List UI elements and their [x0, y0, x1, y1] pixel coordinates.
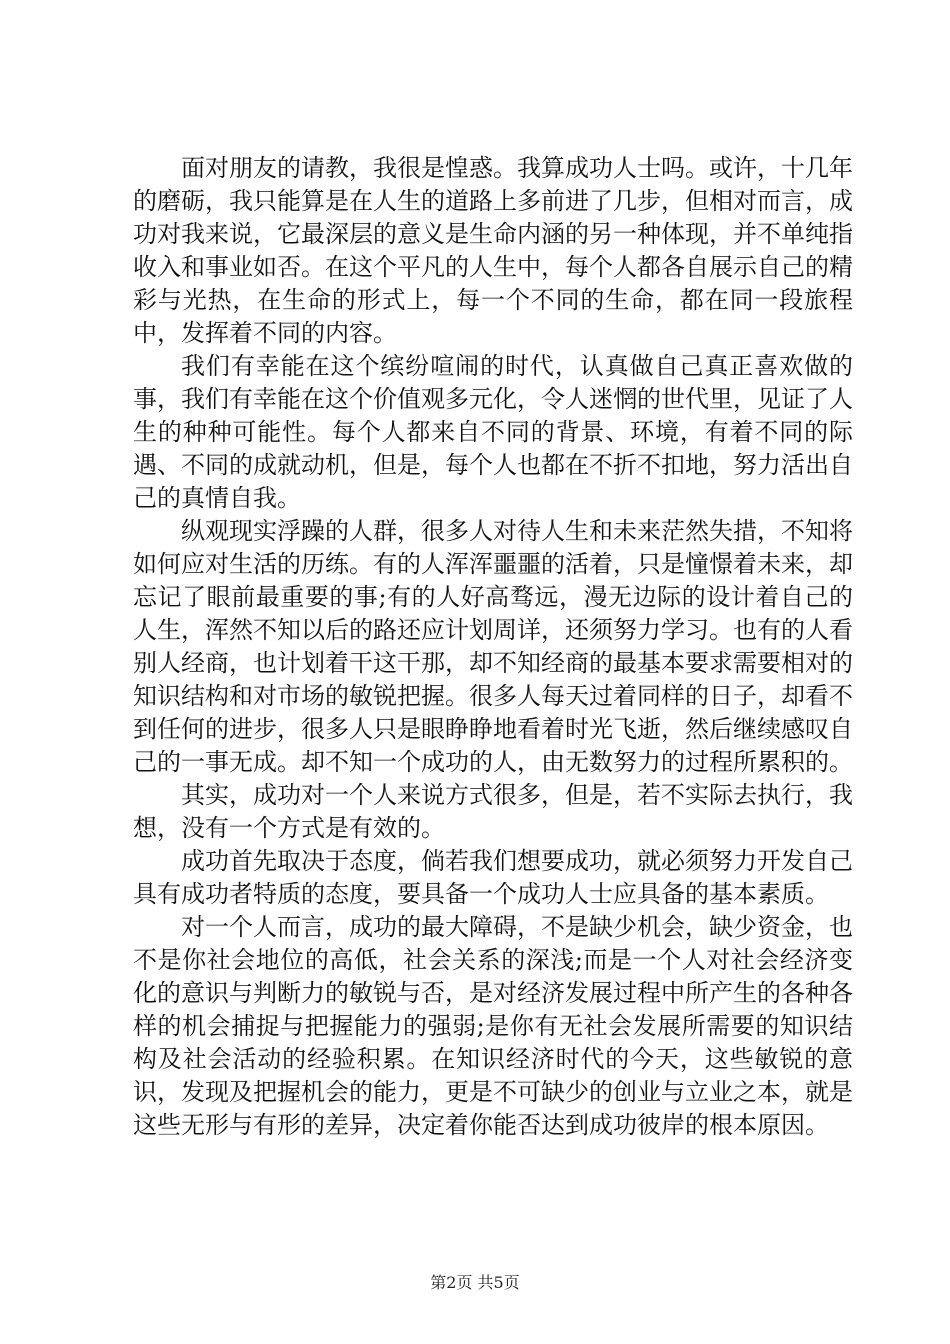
paragraph-6: 对一个人而言，成功的最大障碍，不是缺少机会，缺少资金，也不是你社会地位的高低，社会关系的深浅;而是一个人对社会经济变化的意识与判断力的敏锐与否，是对经济发展过程中所产生的各种各样的机会捕捉与把握能力的强弱;是你有无社会发展所需要的知识结构及社会活动的经验积累。在知识经济时代的今天，这些敏锐的意识，发现及把握机会的能力，更是不可缺少的创业与立业之本，就是这些无形与有形的差异，决定着你能否达到成功彼岸的根本原因。	[133, 913, 853, 1139]
paragraph-3: 纵观现实浮躁的人群，很多人对待人生和未来茫然失措，不知将如何应对生活的历练。有的人浑浑噩噩的活着，只是憧憬着未来，却忘记了眼前最重要的事;有的人好高骛远，漫无边际的设计着自己的人生，浑然不知以后的路还应计划周详，还须努力学习。也有的人看别人经商，也计划着干这干那，却不知经商的最基本要求需要相对的知识结构和对市场的敏锐把握。很多人每天过着同样的日子，却看不到任何的进步，很多人只是眼睁睁地看着时光飞逝，然后继续感叹自己的一事无成。却不知一个成功的人，由无数努力的过程所累积的。	[133, 517, 853, 776]
page-footer: 第2页 共5页	[430, 1273, 520, 1292]
document-body	[133, 152, 853, 1142]
paragraph-2: 我们有幸能在这个缤纷喧闹的时代，认真做自己真正喜欢做的事，我们有幸能在这个价值观多元化，令人迷惘的世代里，见证了人生的种种可能性。每个人都来自不同的背景、环境，有着不同的际遇、不同的成就动机，但是，每个人也都在不折不扣地，努力活出自己的真情自我。	[133, 352, 853, 512]
paragraph-1: 面对朋友的请教，我很是惶惑。我算成功人士吗。或许，十几年的磨砺，我只能算是在人生的道路上多前进了几步，但相对而言，成功对我来说，它最深层的意义是生命内涵的另一种体现，并不单纯指收入和事业如否。在这个平凡的人生中，每个人都各自展示自己的精彩与光热，在生命的形式上，每一个不同的生命，都在同一段旅程中，发挥着不同的内容。	[133, 154, 853, 347]
paragraph-4: 其实，成功对一个人来说方式很多，但是，若不实际去执行，我想，没有一个方式是有效的。	[133, 781, 853, 842]
paragraph-5: 成功首先取决于态度，倘若我们想要成功，就必须努力开发自己具有成功者特质的态度，要具备一个成功人士应具备的基本素质。	[133, 847, 853, 908]
